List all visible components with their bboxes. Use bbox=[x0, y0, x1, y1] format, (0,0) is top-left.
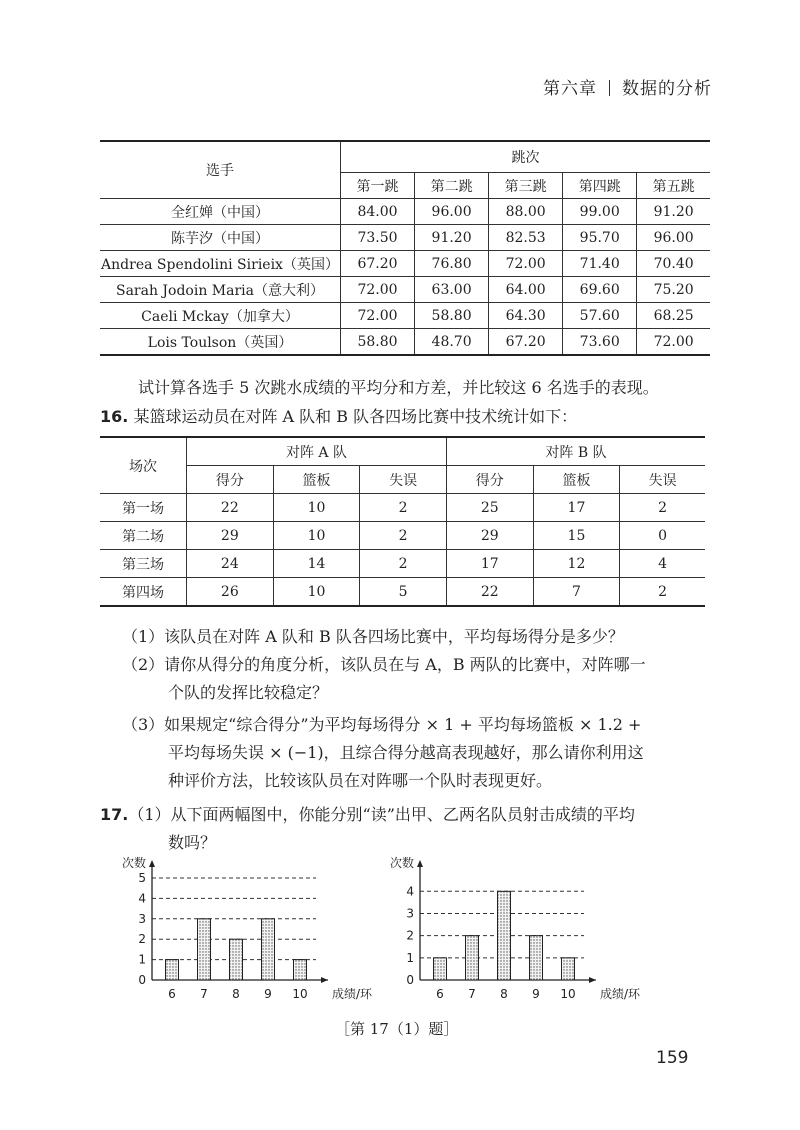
x-tick-label: 10 bbox=[292, 987, 308, 1001]
q15-task: 试计算各选手 5 次跳水成绩的平均分和方差，并比较这 6 名选手的表现。 bbox=[138, 378, 659, 397]
score-cell: 67.20 bbox=[489, 329, 563, 356]
bar-7 bbox=[198, 919, 211, 980]
score-cell: 68.25 bbox=[637, 303, 710, 329]
score-cell: 82.53 bbox=[489, 225, 563, 251]
table-row bbox=[100, 225, 710, 251]
q16-number: 16. bbox=[100, 407, 129, 426]
stat-cell: 0 bbox=[620, 522, 705, 550]
jump-header-2: 第二跳 bbox=[415, 173, 489, 199]
score-cell: 75.20 bbox=[637, 277, 710, 303]
x-tick-label: 7 bbox=[468, 987, 476, 1001]
table-row bbox=[100, 578, 705, 607]
bar-9 bbox=[530, 936, 543, 980]
y-tick-label: 4 bbox=[138, 891, 146, 906]
score-cell: 76.80 bbox=[415, 251, 489, 277]
y-axis-arrow bbox=[417, 860, 423, 867]
bar-10 bbox=[562, 958, 575, 980]
y-tick-label: 2 bbox=[406, 928, 414, 943]
stat-cell: 25 bbox=[446, 494, 533, 522]
stat-cell: 10 bbox=[273, 522, 360, 550]
stat-header-a-3: 失误 bbox=[360, 466, 447, 494]
stat-cell: 5 bbox=[360, 578, 447, 607]
x-tick-label: 6 bbox=[436, 987, 444, 1001]
y-tick-label: 2 bbox=[138, 932, 146, 947]
table-row bbox=[100, 522, 705, 550]
table-row bbox=[100, 303, 710, 329]
stat-cell: 2 bbox=[360, 550, 447, 578]
table-row bbox=[100, 251, 710, 277]
score-cell: 88.00 bbox=[489, 199, 563, 225]
stat-cell: 22 bbox=[446, 578, 533, 607]
score-cell: 64.30 bbox=[489, 303, 563, 329]
basketball-stats-table bbox=[100, 436, 705, 607]
score-cell: 72.00 bbox=[341, 277, 415, 303]
game-label: 第一场 bbox=[100, 494, 187, 522]
score-cell: 72.00 bbox=[341, 303, 415, 329]
stat-cell: 10 bbox=[273, 578, 360, 607]
score-cell: 64.00 bbox=[489, 277, 563, 303]
y-tick-label: 0 bbox=[406, 973, 414, 987]
stat-cell: 29 bbox=[187, 522, 274, 550]
score-cell: 96.00 bbox=[637, 225, 710, 251]
score-cell: 91.20 bbox=[415, 225, 489, 251]
score-cell: 57.60 bbox=[563, 303, 637, 329]
stat-cell: 12 bbox=[533, 550, 620, 578]
game-label: 第三场 bbox=[100, 550, 187, 578]
bar-7 bbox=[466, 936, 479, 980]
y-axis-arrow bbox=[149, 860, 155, 867]
score-cell: 73.50 bbox=[341, 225, 415, 251]
stat-header-b-2: 篮板 bbox=[533, 466, 620, 494]
jump-header-1: 第一跳 bbox=[341, 173, 415, 199]
q16-intro bbox=[100, 404, 577, 430]
score-cell: 91.20 bbox=[637, 199, 710, 225]
q16-part2-line1: （2）请你从得分的角度分析，该队员在与 A，B 两队的比赛中，对阵哪一 bbox=[122, 655, 646, 674]
jump-header-5: 第五跳 bbox=[637, 173, 710, 199]
player-name: Lois Toulson（英国） bbox=[100, 329, 341, 356]
y-tick-label: 0 bbox=[138, 973, 146, 987]
table-row bbox=[100, 199, 710, 225]
score-cell: 69.60 bbox=[563, 277, 637, 303]
score-cell: 67.20 bbox=[341, 251, 415, 277]
q16-part1: （1）该队员在对阵 A 队和 B 队各四场比赛中，平均每场得分是多少？ bbox=[122, 627, 624, 646]
score-cell: 63.00 bbox=[415, 277, 489, 303]
bar-8 bbox=[230, 939, 243, 980]
y-axis-label: 次数 bbox=[122, 856, 147, 870]
col-player-header: 选手 bbox=[100, 141, 341, 199]
y-tick-label: 3 bbox=[138, 911, 146, 926]
q17-line1-text: （1）从下面两幅图中，你能分别“读”出甲、乙两名队员射击成绩的平均 bbox=[128, 805, 635, 824]
jump-header-3: 第三跳 bbox=[489, 173, 563, 199]
chart-yi bbox=[380, 852, 670, 1012]
team-b-header: 对阵 B 队 bbox=[446, 437, 705, 466]
score-cell: 72.00 bbox=[637, 329, 710, 356]
y-tick-label: 5 bbox=[138, 871, 146, 885]
bar-6 bbox=[434, 958, 447, 980]
score-cell: 73.60 bbox=[563, 329, 637, 356]
y-tick-label: 4 bbox=[406, 884, 414, 899]
x-axis-arrow bbox=[589, 977, 596, 983]
chapter-title: 数据的分析 bbox=[622, 79, 712, 99]
x-axis-label: 成绩/环 bbox=[332, 987, 373, 1001]
stat-cell: 4 bbox=[620, 550, 705, 578]
stat-cell: 2 bbox=[360, 522, 447, 550]
player-name: 陈芋汐（中国） bbox=[100, 225, 341, 251]
x-tick-label: 10 bbox=[560, 987, 576, 1001]
bar-10 bbox=[294, 960, 307, 980]
stat-header-b-3: 失误 bbox=[620, 466, 705, 494]
score-cell: 58.80 bbox=[341, 329, 415, 356]
q16-intro-text: 某篮球运动员在对阵 A 队和 B 队各四场比赛中技术统计如下： bbox=[133, 407, 578, 426]
x-tick-label: 8 bbox=[500, 987, 508, 1001]
stat-cell: 2 bbox=[620, 578, 705, 607]
q17-line2: 数吗？ bbox=[168, 833, 217, 852]
player-name: 全红婵（中国） bbox=[100, 199, 341, 225]
table-row bbox=[100, 550, 705, 578]
jump-header-4: 第四跳 bbox=[563, 173, 637, 199]
stat-cell: 10 bbox=[273, 494, 360, 522]
bar-6 bbox=[166, 960, 179, 980]
bar-9 bbox=[262, 919, 275, 980]
col-jumps-header: 跳次 bbox=[341, 141, 711, 173]
player-name: Sarah Jodoin Maria（意大利） bbox=[100, 277, 341, 303]
score-cell: 71.40 bbox=[563, 251, 637, 277]
x-tick-label: 6 bbox=[168, 987, 176, 1001]
score-cell: 95.70 bbox=[563, 225, 637, 251]
score-cell: 70.40 bbox=[637, 251, 710, 277]
chapter-label: 第六章 bbox=[543, 79, 597, 99]
stat-cell: 17 bbox=[533, 494, 620, 522]
y-tick-label: 3 bbox=[406, 906, 414, 921]
x-axis-label: 成绩/环 bbox=[600, 987, 641, 1001]
stat-header-a-2: 篮板 bbox=[273, 466, 360, 494]
stat-header-a-1: 得分 bbox=[187, 466, 274, 494]
score-cell: 72.00 bbox=[489, 251, 563, 277]
y-axis-label: 次数 bbox=[390, 856, 415, 870]
stat-cell: 14 bbox=[273, 550, 360, 578]
y-tick-label: 1 bbox=[138, 952, 146, 967]
page-number: 159 bbox=[656, 1048, 689, 1068]
bar-8 bbox=[498, 891, 511, 980]
score-cell: 99.00 bbox=[563, 199, 637, 225]
x-tick-label: 7 bbox=[200, 987, 208, 1001]
table-row bbox=[100, 329, 710, 356]
stat-cell: 15 bbox=[533, 522, 620, 550]
y-tick-label: 1 bbox=[406, 950, 414, 965]
stat-cell: 22 bbox=[187, 494, 274, 522]
running-header bbox=[543, 74, 712, 99]
stat-cell: 17 bbox=[446, 550, 533, 578]
q16-part3-line1: （3）如果规定“综合得分”为平均每场得分 × 1 + 平均每场篮板 × 1.2 + bbox=[122, 715, 642, 734]
q16-part2-line2: 个队的发挥比较稳定？ bbox=[168, 683, 329, 702]
stat-header-b-1: 得分 bbox=[446, 466, 533, 494]
stat-cell: 2 bbox=[360, 494, 447, 522]
table-row bbox=[100, 277, 710, 303]
q16-part3-line3: 种评价方法，比较该队员在对阵哪一个队时表现更好。 bbox=[168, 771, 553, 790]
diving-scores-table bbox=[100, 140, 710, 356]
chart-jia bbox=[112, 852, 402, 1012]
game-label: 第四场 bbox=[100, 578, 187, 607]
q17-number: 17. bbox=[100, 805, 129, 824]
col-game-header: 场次 bbox=[100, 437, 187, 494]
player-name: Caeli Mckay（加拿大） bbox=[100, 303, 341, 329]
score-cell: 48.70 bbox=[415, 329, 489, 356]
player-name: Andrea Spendolini Sirieix（英国） bbox=[100, 251, 341, 277]
x-tick-label: 8 bbox=[232, 987, 240, 1001]
table-row bbox=[100, 494, 705, 522]
stat-cell: 7 bbox=[533, 578, 620, 607]
team-a-header: 对阵 A 队 bbox=[187, 437, 447, 466]
stat-cell: 26 bbox=[187, 578, 274, 607]
x-tick-label: 9 bbox=[264, 987, 272, 1001]
figure-caption: ［第 17（1）题］ bbox=[335, 1020, 459, 1038]
score-cell: 96.00 bbox=[415, 199, 489, 225]
score-cell: 58.80 bbox=[415, 303, 489, 329]
x-tick-label: 9 bbox=[532, 987, 540, 1001]
x-axis-arrow bbox=[321, 977, 328, 983]
score-cell: 84.00 bbox=[341, 199, 415, 225]
stat-cell: 2 bbox=[620, 494, 705, 522]
q17-line1 bbox=[100, 802, 635, 828]
game-label: 第二场 bbox=[100, 522, 187, 550]
q16-part3-line2: 平均每场失误 × (−1)，且综合得分越高表现越好，那么请你利用这 bbox=[168, 743, 644, 762]
stat-cell: 24 bbox=[187, 550, 274, 578]
stat-cell: 29 bbox=[446, 522, 533, 550]
